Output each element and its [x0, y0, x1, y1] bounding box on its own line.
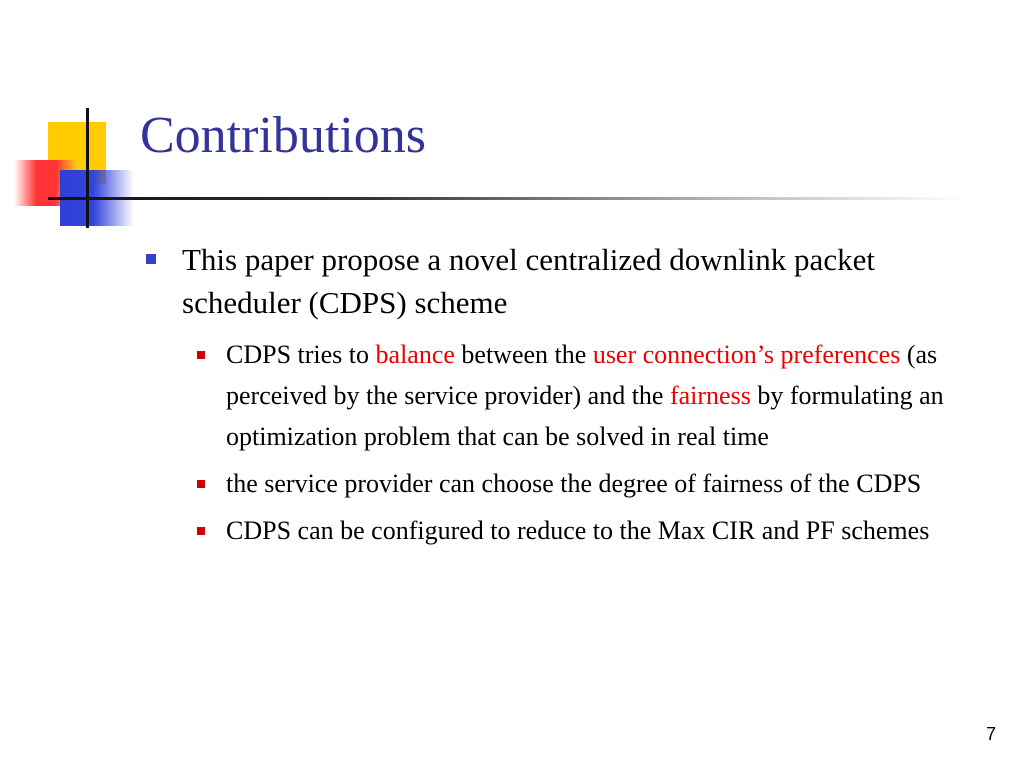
square-bullet-icon [197, 527, 205, 535]
sub-bullet-configuration [140, 510, 990, 551]
emphasis-balance: balance [375, 340, 455, 369]
vertical-divider [86, 108, 89, 228]
sub-bullet-text: by formulating an optimization problem that can be solved in real time [226, 381, 944, 451]
sub-bullet-text: between the [454, 340, 593, 369]
slide-content [140, 238, 990, 557]
sub-bullet-text: CDPS tries to [226, 340, 376, 369]
sub-bullet-fairness-degree [140, 463, 990, 504]
sub-bullet-balance [140, 334, 990, 457]
bullet-text: This paper propose a novel centralized downlink packet scheduler (CDPS) scheme [182, 242, 875, 320]
bullet-item-level1 [140, 238, 990, 324]
sub-bullet-text: the service provider can choose the degree of fairness of the CDPS [226, 469, 922, 498]
slide-title: Contributions [140, 107, 427, 164]
sub-bullet-text: (as perceived by the service provider) and the [226, 340, 938, 410]
square-bullet-icon [197, 351, 205, 359]
sub-bullet-text: CDPS can be configured to reduce to the Max CIR and PF schemes [226, 516, 930, 545]
title-underline-divider [48, 197, 964, 200]
page-number: 7 [985, 724, 996, 744]
square-bullet-icon [146, 254, 156, 264]
emphasis-user-preferences: user connection’s preferences [592, 340, 901, 369]
emphasis-fairness: fairness [669, 381, 751, 410]
square-bullet-icon [197, 480, 205, 488]
